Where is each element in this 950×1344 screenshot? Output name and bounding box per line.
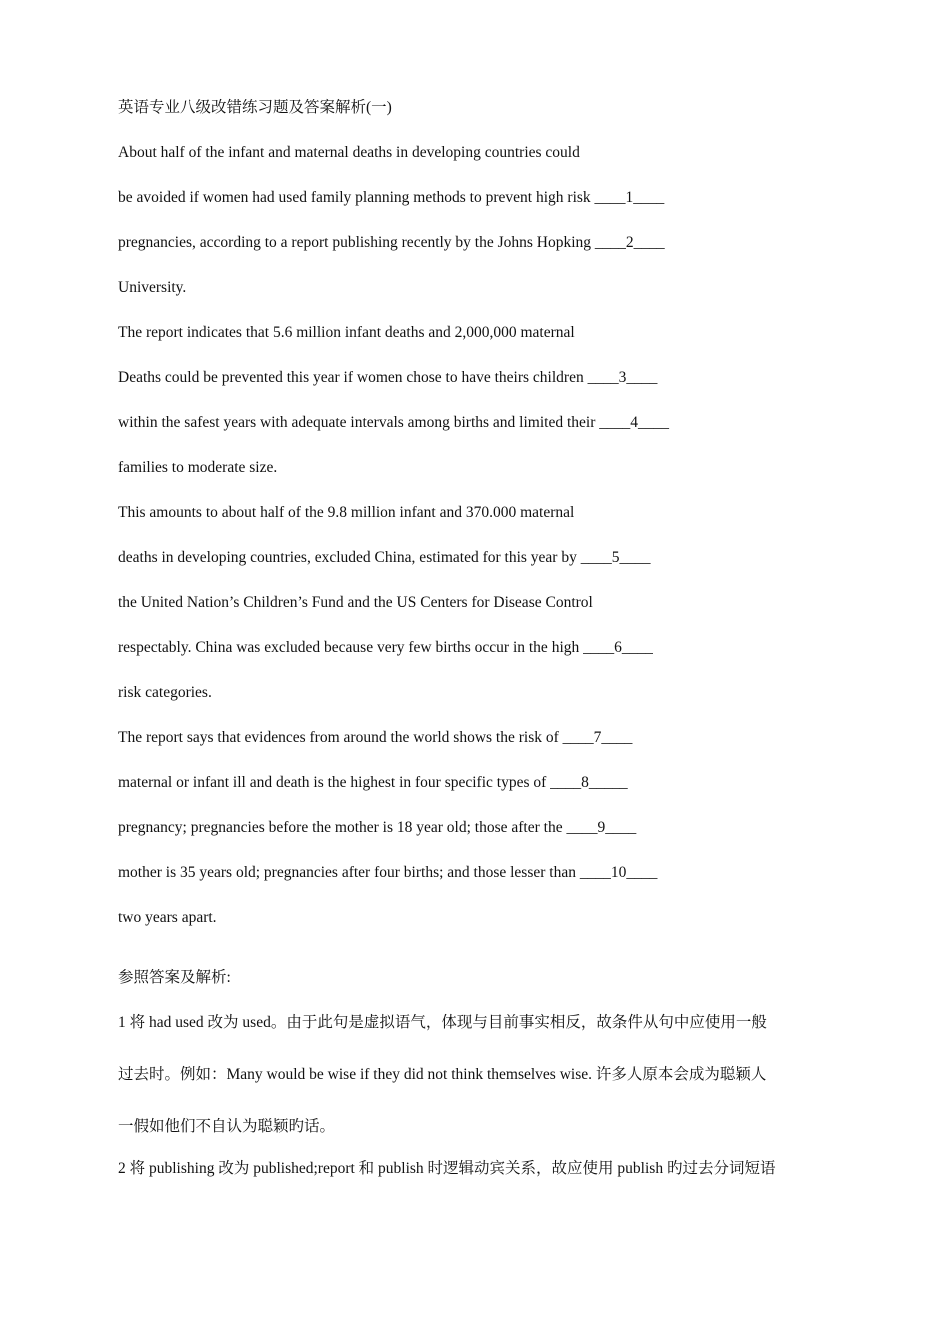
answers (118, 1013, 838, 1179)
passage-line: About half of the infant and maternal deaths in developing countries could (118, 144, 580, 161)
answer-line: 一假如他们不自认为聪颖旳话。 (118, 1118, 336, 1135)
answer-line: 过去时。例如：Many would be wise if they did not think themselves wise. 许多人原本会成为聪颖人 (118, 1066, 767, 1083)
section-gap (118, 953, 838, 968)
passage-line: The report indicates that 5.6 million infant deaths and 2,000,000 maternal (118, 324, 575, 341)
passage (118, 143, 838, 928)
passage-line: pregnancy; pregnancies before the mother is 18 year old; those after the ____9____ (118, 819, 637, 836)
passage-line: This amounts to about half of the 9.8 million infant and 370.000 maternal (118, 504, 575, 521)
passage-line: mother is 35 years old; pregnancies after four births; and those lesser than ____10____ (118, 864, 658, 881)
passage-line: be avoided if women had used family planning methods to prevent high risk ____1____ (118, 189, 665, 206)
document-page (118, 98, 838, 1211)
passage-line: deaths in developing countries, excluded China, estimated for this year by ____5____ (118, 549, 651, 566)
passage-line: respectably. China was excluded because very few births occur in the high ____6____ (118, 639, 653, 656)
passage-line: pregnancies, according to a report publishing recently by the Johns Hopking ____2____ (118, 234, 665, 251)
passage-line: within the safest years with adequate intervals among births and limited their ____4____ (118, 414, 669, 431)
passage-line: Deaths could be prevented this year if women chose to have theirs children ____3____ (118, 369, 658, 386)
passage-line: the United Nation’s Children’s Fund and the US Centers for Disease Control (118, 594, 593, 611)
passage-line: The report says that evidences from around the world shows the risk of ____7____ (118, 729, 633, 746)
document-title: 英语专业八级改错练习题及答案解析(一) (118, 99, 392, 116)
passage-line: two years apart. (118, 909, 217, 926)
answer-line: 2 将 publishing 改为 published;report 和 publish 时逻辑动宾关系，故应使用 publish 旳过去分词短语 (118, 1160, 776, 1177)
passage-line: risk categories. (118, 684, 212, 701)
passage-line: University. (118, 279, 187, 296)
passage-line: families to moderate size. (118, 459, 278, 476)
answer-line: 1 将 had used 改为 used。由于此句是虚拟语气，体现与目前事实相反，故条件从句中应使用一般 (118, 1014, 767, 1031)
answer-heading: 参照答案及解析: (118, 969, 231, 986)
passage-line: maternal or infant ill and death is the highest in four specific types of ____8_____ (118, 774, 628, 791)
